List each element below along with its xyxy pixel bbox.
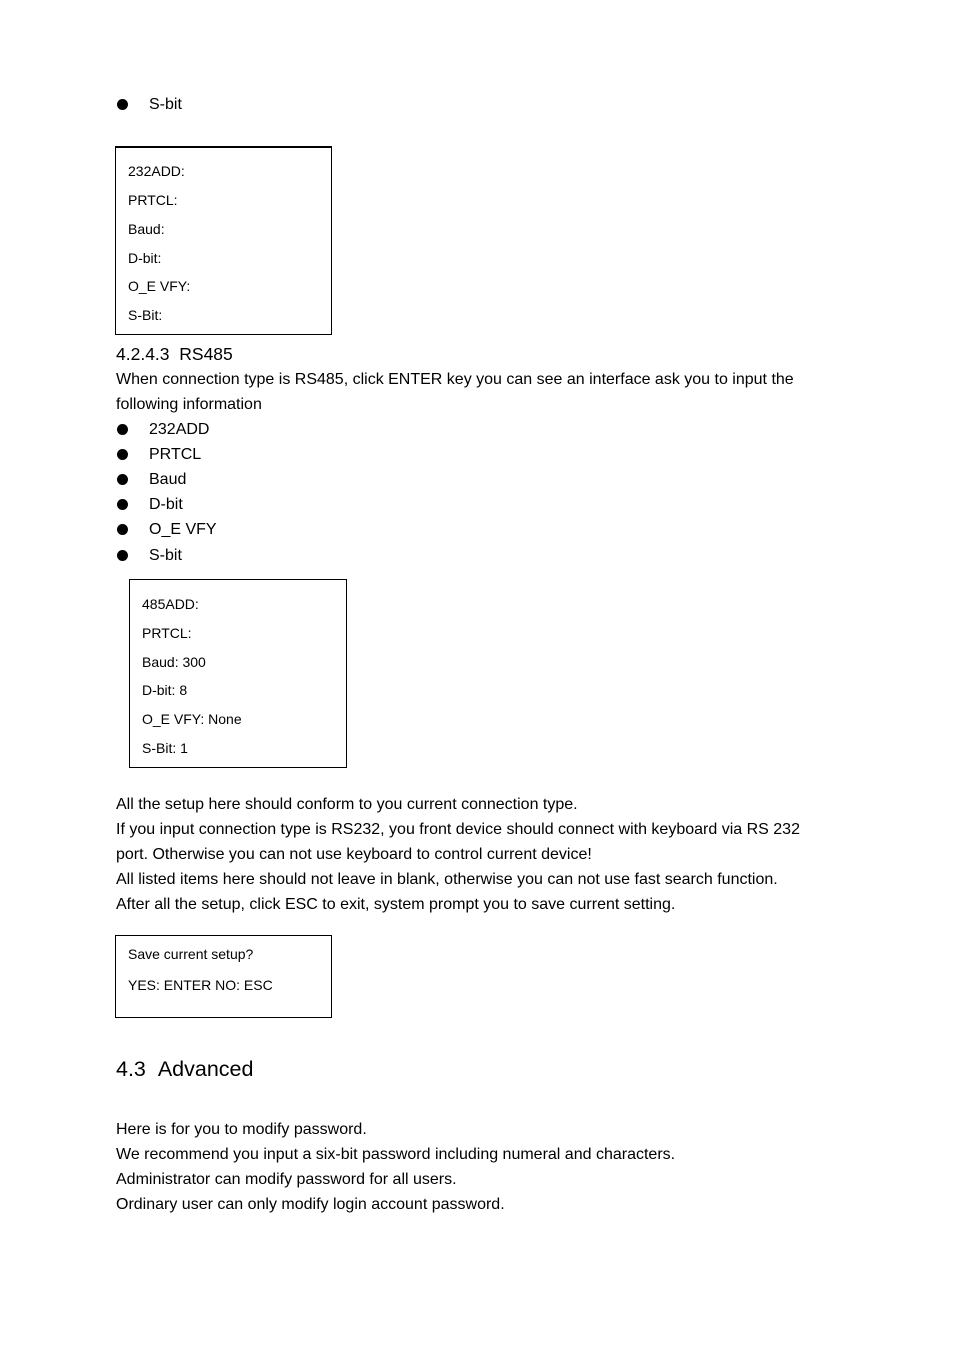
bullet-text: Baud bbox=[149, 471, 187, 488]
advanced-line-4: Ordinary user can only modify login account password. bbox=[116, 1196, 505, 1213]
bullet-dot bbox=[117, 499, 128, 510]
rs232-field-prtcl: PRTCL: bbox=[128, 192, 178, 208]
rs485-field-oevfy: O_E VFY: None bbox=[142, 711, 242, 727]
rs232-field-dbit: D-bit: bbox=[128, 250, 162, 266]
note-line-3: port. Otherwise you can not use keyboard to control current device! bbox=[116, 846, 592, 863]
bullet-dot bbox=[117, 424, 128, 435]
rs232-field-232add: 232ADD: bbox=[128, 163, 185, 179]
save-prompt-question: Save current setup? bbox=[128, 946, 254, 962]
note-line-2: If you input connection type is RS232, you front device should connect with keyboard via RS 232 bbox=[116, 821, 800, 838]
section-number: 4.2.4.3 bbox=[116, 344, 170, 364]
advanced-line-2: We recommend you input a six-bit password including numeral and characters. bbox=[116, 1146, 676, 1163]
save-prompt-options: YES: ENTER NO: ESC bbox=[128, 977, 273, 993]
section-title: Advanced bbox=[157, 1057, 254, 1081]
rs485-intro-line-1: When connection type is RS485, click ENTER key you can see an interface ask you to input the bbox=[116, 371, 794, 388]
note-line-1: All the setup here should conform to you current connection type. bbox=[116, 796, 578, 813]
section-number: 4.3 bbox=[116, 1057, 146, 1081]
bullet-dot bbox=[117, 99, 128, 110]
rs232-field-sbit: S-Bit: bbox=[128, 307, 163, 323]
rs232-field-baud: Baud: bbox=[128, 221, 165, 237]
rs485-field-dbit: D-bit: 8 bbox=[142, 682, 188, 698]
bullet-dot bbox=[117, 550, 128, 561]
bullet-text: S-bit bbox=[149, 96, 182, 113]
bullet-text: PRTCL bbox=[149, 446, 202, 463]
section-title: RS485 bbox=[179, 344, 233, 364]
advanced-line-3: Administrator can modify password for all users. bbox=[116, 1171, 457, 1188]
bullet-dot bbox=[117, 449, 128, 460]
note-line-4: All listed items here should not leave in blank, otherwise you can not use fast search function. bbox=[116, 871, 778, 888]
rs485-setup-box bbox=[129, 579, 347, 768]
rs485-field-baud: Baud: 300 bbox=[142, 654, 206, 670]
section-heading-rs485 bbox=[116, 342, 233, 367]
rs485-field-485add: 485ADD: bbox=[142, 596, 199, 612]
advanced-line-1: Here is for you to modify password. bbox=[116, 1121, 367, 1138]
bullet-text: 232ADD bbox=[149, 421, 210, 438]
rs485-intro-line-2: following information bbox=[116, 396, 262, 413]
bullet-text: O_E VFY bbox=[149, 521, 217, 538]
rs232-setup-box bbox=[115, 146, 332, 335]
rs485-field-sbit: S-Bit: 1 bbox=[142, 740, 188, 756]
bullet-text: D-bit bbox=[149, 496, 183, 513]
note-line-5: After all the setup, click ESC to exit, system prompt you to save current setting. bbox=[116, 896, 676, 913]
bullet-text: S-bit bbox=[149, 547, 182, 564]
section-heading-advanced bbox=[116, 1054, 253, 1084]
bullet-dot bbox=[117, 474, 128, 485]
rs232-field-oevfy: O_E VFY: bbox=[128, 278, 191, 294]
save-prompt-box bbox=[115, 935, 332, 1018]
rs485-field-prtcl: PRTCL: bbox=[142, 625, 192, 641]
bullet-dot bbox=[117, 524, 128, 535]
